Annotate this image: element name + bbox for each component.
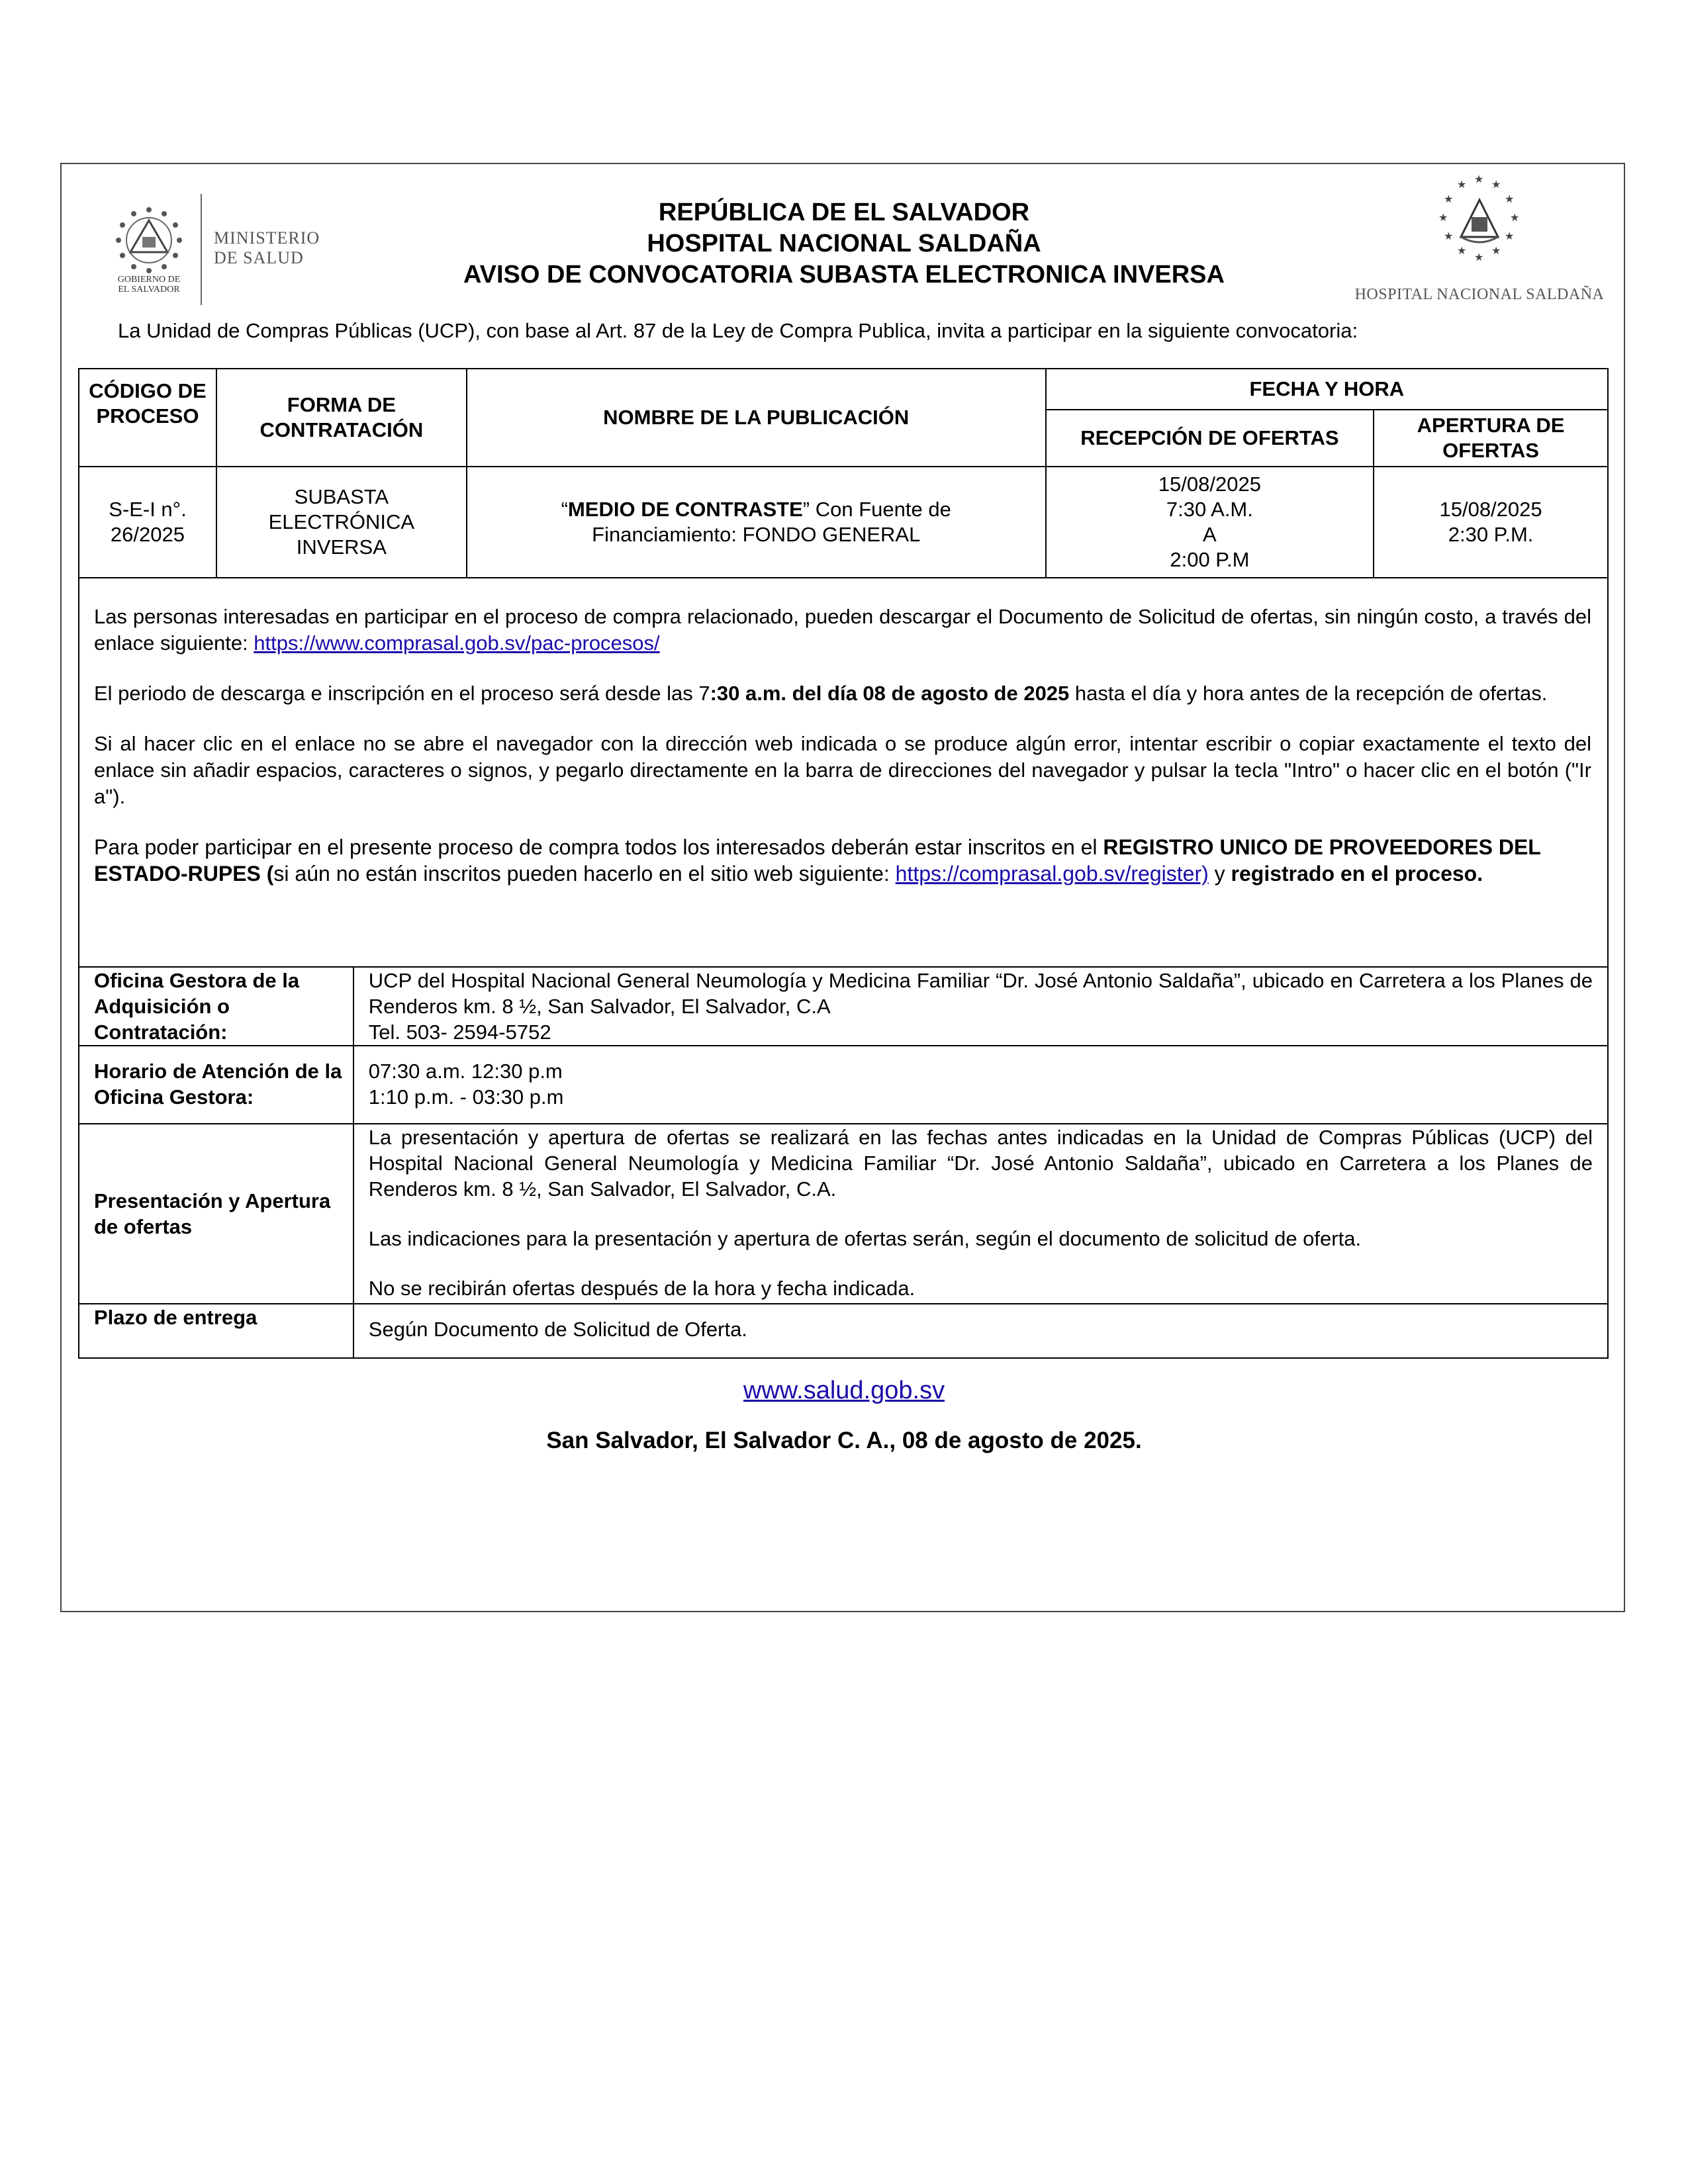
hospital-logo-text: HOSPITAL NACIONAL SALDAÑA (1354, 286, 1605, 303)
recepcion-start: 7:30 A.M. (1166, 498, 1253, 521)
header-codigo: CÓDIGO DE PROCESO (79, 369, 216, 467)
header-recepcion: RECEPCIÓN DE OFERTAS (1046, 410, 1374, 467)
presentacion-p3: No se recibirán ofertas después de la hora y fecha indicada. (368, 1277, 915, 1300)
p4-pre: Para poder participar en el presente proceso de compra todos los interesados deberán estar inscritos en el (94, 835, 1103, 859)
recepcion-end: 2:00 P.M (1170, 548, 1250, 571)
header-fecha-hora: FECHA Y HORA (1046, 369, 1608, 410)
pac-procesos-link[interactable]: https://www.comprasal.gob.sv/pac-procesos/ (254, 631, 660, 655)
gobierno-line2: EL SALVADOR (118, 285, 180, 295)
notice-p1 (94, 604, 1591, 657)
header-forma: FORMA DE CONTRATACIÓN (216, 369, 467, 467)
website-link-wrapper (0, 1377, 1688, 1405)
place-date: San Salvador, El Salvador C. A., 08 de agosto de 2025. (546, 1428, 1142, 1453)
p4-bold2: registrado en el proceso (1231, 862, 1477, 886)
info-table (78, 966, 1609, 1359)
table-row (79, 1124, 1608, 1304)
p4-bold1: REGISTRO UNICO DE PROVEEDORES DEL ESTADO-RUPES ( (94, 835, 1541, 886)
svg-text:★: ★ (1444, 193, 1454, 205)
quote-open: “ (561, 498, 568, 521)
gobierno-line1: GOBIERNO DE (117, 275, 181, 285)
oficina-label: Oficina Gestora de la Adquisición o Contratación: (79, 967, 353, 1046)
notice-p2 (94, 680, 1591, 707)
ministerio-text (214, 228, 320, 268)
p2-post: hasta el día y hora antes de la recepción de ofertas. (1069, 682, 1548, 705)
ministerio-line1: MINISTERIO (214, 228, 320, 248)
svg-text:★: ★ (1491, 178, 1501, 191)
p2-pre: El periodo de descarga e inscripción en el proceso será desde las 7 (94, 682, 710, 705)
svg-text:★: ★ (1510, 211, 1520, 224)
notice-p3: Si al hacer clic en el enlace no se abre el navegador con la dirección web indicada o se produce algún error, intentar escribir o copiar exactamente el texto del enlace sin añadir espacios, caracteres o signos, y pegarlo directamente en la barra de direcciones del navegador y pulsar la tecla "Intro" o hacer clic en el botón ("Ir a"). (94, 732, 1591, 808)
horario-value (353, 1046, 1608, 1124)
nombre-line1 (467, 497, 1045, 522)
ministerio-logo (109, 194, 334, 306)
table-header-row (79, 369, 1608, 410)
svg-text:★: ★ (1505, 230, 1515, 242)
convocatoria-table (78, 368, 1609, 578)
cell-nombre (467, 467, 1046, 578)
apertura-time: 2:30 P.M. (1448, 523, 1534, 546)
svg-text:★: ★ (1491, 244, 1501, 257)
table-row (79, 467, 1608, 578)
svg-text:★: ★ (1444, 230, 1454, 242)
nombre-rest: ” Con Fuente de (802, 498, 951, 521)
notice-section (78, 577, 1609, 968)
svg-text:★: ★ (1457, 244, 1467, 257)
p4-mid: si aún no están inscritos pueden hacerlo en el sitio web siguiente: (273, 862, 896, 886)
svg-text:★: ★ (1457, 178, 1467, 191)
p4-y: y (1208, 862, 1231, 886)
oficina-tel: Tel. 503- 2594-5752 (368, 1021, 551, 1044)
p4-end: . (1477, 862, 1483, 886)
p1-text: Las personas interesadas en participar en el proceso de compra relacionado, pueden descargar el Documento de Solicitud de ofertas, sin ningún costo, a través del enlace siguiente: (94, 605, 1591, 655)
website-link[interactable]: www.salud.gob.sv (743, 1377, 945, 1404)
cell-apertura (1374, 467, 1608, 578)
oficina-value (353, 967, 1608, 1046)
p2-bold: :30 a.m. del día 08 de agosto de 2025 (710, 682, 1070, 705)
apertura-date: 15/08/2025 (1439, 498, 1542, 521)
oficina-address: UCP del Hospital Nacional General Neumología y Medicina Familiar “Dr. José Antonio Saldaña”, ubicado en Carretera a los Planes de Renderos km. 8 ½, San Salvador, El Salvador, C.A (368, 969, 1593, 1018)
notice-p4 (94, 834, 1591, 887)
cell-recepcion (1046, 467, 1374, 578)
header-apertura: APERTURA DE OFERTAS (1374, 410, 1608, 467)
presentacion-p1: La presentación y apertura de ofertas se realizará en las fechas antes indicadas en la Unidad de Compras Públicas (UCP) del Hospital Nacional General Neumología y Medicina Familiar “Dr. José Antonio Saldaña”, ubicado en Carretera a los Planes de Renderos km. 8 ½, San Salvador, El Salvador, C.A. (368, 1126, 1593, 1201)
svg-text:★: ★ (1474, 251, 1484, 263)
plazo-value: Según Documento de Solicitud de Oferta. (353, 1304, 1608, 1358)
ministerio-line2: DE SALUD (214, 248, 304, 267)
presentacion-p2: Las indicaciones para la presentación y apertura de ofertas serán, según el documento de solicitud de oferta. (368, 1227, 1362, 1250)
plazo-label: Plazo de entrega (79, 1304, 353, 1358)
hospital-logo (1350, 173, 1609, 306)
presentacion-value (353, 1124, 1608, 1304)
register-link[interactable]: https://comprasal.gob.sv/register) (895, 862, 1209, 886)
header-nombre: NOMBRE DE LA PUBLICACIÓN (467, 369, 1046, 467)
title-line1: REPÚBLICA DE EL SALVADOR (658, 199, 1030, 226)
coat-of-arms-icon (1433, 173, 1526, 273)
coat-of-arms-icon (109, 201, 189, 280)
recepcion-a: A (1203, 523, 1217, 546)
cell-codigo: S-E-I n°. 26/2025 (79, 467, 216, 578)
intro-text: La Unidad de Compras Públicas (UCP), con base al Art. 87 de la Ley de Compra Publica, invita a participar en la siguiente convocatoria: (118, 319, 1358, 342)
svg-text:★: ★ (1474, 173, 1484, 185)
horario-label: Horario de Atención de la Oficina Gestora: (79, 1046, 353, 1124)
svg-text:★: ★ (1438, 211, 1448, 224)
nombre-line2: Financiamiento: FONDO GENERAL (592, 523, 921, 546)
table-row (79, 1046, 1608, 1124)
table-row (79, 1304, 1608, 1358)
title-line3: AVISO DE CONVOCATORIA SUBASTA ELECTRONICA INVERSA (463, 261, 1225, 289)
horario-line2: 1:10 p.m. - 03:30 p.m (368, 1085, 564, 1109)
nombre-bold: MEDIO DE CONTRASTE (567, 498, 803, 521)
presentacion-label: Presentación y Apertura de ofertas (79, 1124, 353, 1304)
cell-forma: SUBASTA ELECTRÓNICA INVERSA (216, 467, 467, 578)
title-line2: HOSPITAL NACIONAL SALDAÑA (647, 230, 1041, 257)
recepcion-date: 15/08/2025 (1158, 473, 1261, 496)
horario-line1: 07:30 a.m. 12:30 p.m (368, 1060, 563, 1083)
logo-divider (201, 194, 202, 305)
gobierno-text (109, 275, 189, 295)
page-title (331, 197, 1357, 291)
table-row (79, 967, 1608, 1046)
svg-text:★: ★ (1505, 193, 1515, 205)
